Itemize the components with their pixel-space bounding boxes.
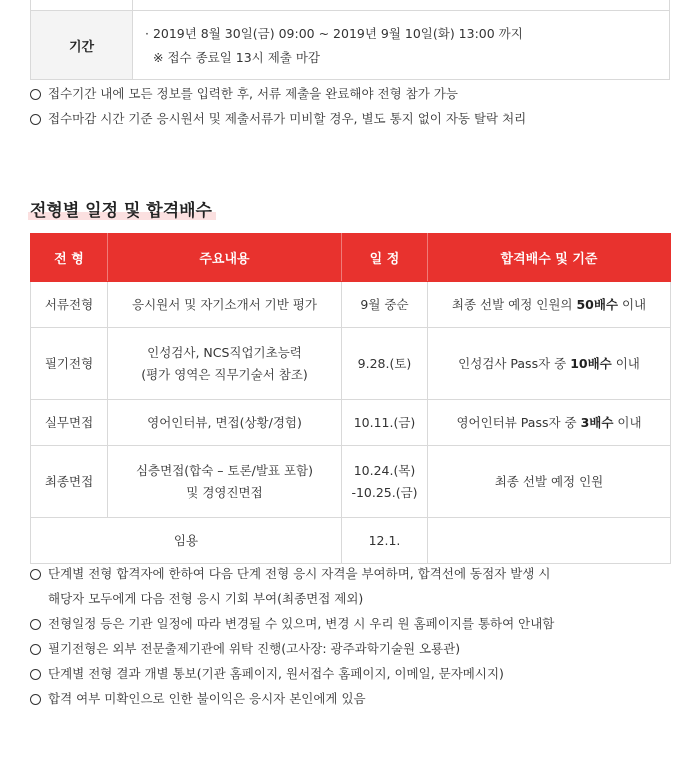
note-item (30, 611, 670, 636)
note-text-continued: 해당자 모두에게 다음 전형 응시 기회 부여(최종면접 제외) (48, 591, 364, 606)
cell-criteria: 최종 선발 예정 인원 (428, 446, 671, 518)
note-text: 합격 여부 미확인으로 인한 불이익은 응시자 본인에게 있음 (48, 691, 366, 706)
table-row-final (31, 518, 671, 564)
cell-criteria: 최종 선발 예정 인원의 50배수 이내 (428, 282, 671, 328)
circle-bullet-icon (30, 619, 41, 630)
cell-criteria: 인성검사 Pass자 중 10배수 이내 (428, 328, 671, 400)
cell-content: 영어인터뷰, 면접(상황/경험) (108, 400, 342, 446)
cell-criteria: 영어인터뷰 Pass자 중 3배수 이내 (428, 400, 671, 446)
table-header-row (31, 234, 671, 282)
period-table-top-row (31, 0, 669, 11)
period-table (30, 0, 670, 80)
period-value (145, 22, 523, 70)
note-item (30, 661, 670, 686)
cell-stage: 실무면접 (31, 400, 108, 446)
table-row (31, 328, 671, 400)
header-stage: 전 형 (31, 234, 108, 282)
table-row (31, 282, 671, 328)
note-item (30, 686, 670, 711)
circle-bullet-icon (30, 644, 41, 655)
cell-stage: 서류전형 (31, 282, 108, 328)
cell-content: 심층면접(합숙 – 토론/발표 포함) 및 경영진면접 (108, 446, 342, 518)
header-date: 일 정 (342, 234, 428, 282)
cell-date: 9.28.(토) (342, 328, 428, 400)
cell-content: 응시원서 및 자기소개서 기반 평가 (108, 282, 342, 328)
cell-date: 12.1. (342, 518, 428, 564)
table-row (31, 446, 671, 518)
note-text: 접수기간 내에 모든 정보를 입력한 후, 서류 제출을 완료해야 전형 참가 가능 (48, 86, 458, 101)
notes-bottom (30, 561, 670, 711)
cell-date: 9월 중순 (342, 282, 428, 328)
circle-bullet-icon (30, 694, 41, 705)
header-content: 주요내용 (108, 234, 342, 282)
note-text: 단계별 전형 합격자에 한하여 다음 단계 전형 응시 자격을 부여하며, 합격선에 동점자 발생 시 (48, 566, 551, 581)
circle-bullet-icon (30, 669, 41, 680)
note-item (30, 106, 670, 131)
note-item (30, 636, 670, 661)
note-item (30, 561, 670, 611)
schedule-table (30, 233, 671, 564)
period-label: 기간 (31, 11, 133, 79)
circle-bullet-icon (30, 89, 41, 100)
note-item (30, 81, 670, 106)
circle-bullet-icon (30, 114, 41, 125)
section-title: 전형별 일정 및 합격배수 (30, 196, 212, 221)
note-text: 접수마감 시간 기준 응시원서 및 제출서류가 미비할 경우, 별도 통지 없이 자동 탈락 처리 (48, 111, 527, 126)
note-text: 단계별 전형 결과 개별 통보(기관 홈페이지, 원서접수 홈페이지, 이메일, 문자메시지) (48, 666, 504, 681)
cell-date: 10.24.(목) -10.25.(금) (342, 446, 428, 518)
period-line-1: · 2019년 8월 30일(금) 09:00 ~ 2019년 9월 10일(화) 13:00 까지 (145, 26, 523, 41)
notes-top (30, 81, 670, 131)
cell-criteria (428, 518, 671, 564)
cell-date: 10.11.(금) (342, 400, 428, 446)
period-line-2: ※ 접수 종료일 13시 제출 마감 (153, 50, 320, 65)
cell-appointment: 임용 (31, 518, 342, 564)
note-text: 전형일정 등은 기관 일정에 따라 변경될 수 있으며, 변경 시 우리 원 홈페이지를 통하여 안내함 (48, 616, 555, 631)
cell-stage: 필기전형 (31, 328, 108, 400)
cell-stage: 최종면접 (31, 446, 108, 518)
cell-content: 인성검사, NCS직업기초능력 (평가 영역은 직무기술서 참조) (108, 328, 342, 400)
table-row (31, 400, 671, 446)
note-text: 필기전형은 외부 전문출제기관에 위탁 진행(고사장: 광주과학기술원 오룡관) (48, 641, 461, 656)
circle-bullet-icon (30, 569, 41, 580)
header-criteria: 합격배수 및 기준 (428, 234, 671, 282)
